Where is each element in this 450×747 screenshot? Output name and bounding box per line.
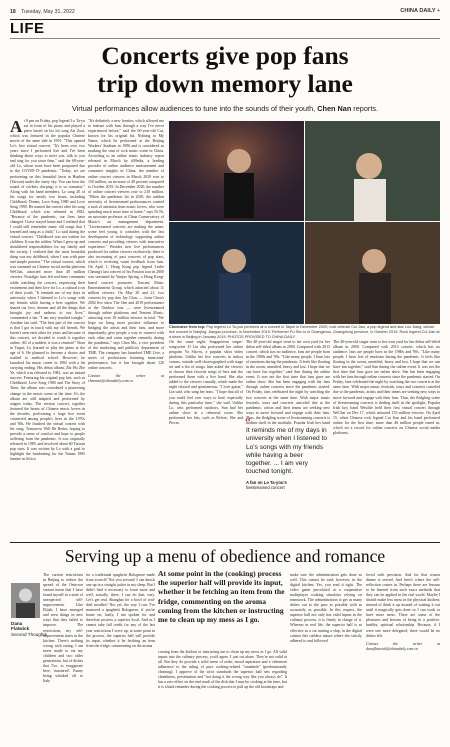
article-2-column-3 [158, 650, 287, 743]
article-headline [20, 42, 430, 98]
column-4-text: The 40-year-old singer went to her own yard for her debut self-titled album in 2000. Compared with 2013 concert, which has no audience, fans are people born in the 1980s and '90s. "Like many people, I have lots of emotions during the pandemic. It feels like floating in the ocean, unsettled, heavy and lost. I hope that we can have fun together," said Sun during the online event. It was not the first time that fans gave are online show. She has been engaging with her fans through online concerts since the pandemic started. On Friday, fans celebrated the night by watching the two concerts at the same time. With major music festivals, tours and concerts canceled due to the pandemic, artists and their teams are seeking new ways to move forward and engage with their fans. Thus, the fledgling scene of livestreaming concerts is finding itself in the spotlight. Popular Irish boy band [246, 340, 330, 424]
column-name: Second Thoughts [11, 631, 47, 637]
article-column-5 [333, 340, 440, 537]
column-2-text: "It's definitely a new frontier, which allowed me to interact with fans through a way I've never experienced before," said the 60-year-old Cui, known for his original hit, Nothing to My Name, which he performed at the Beijing Workers' Stadium in 1986 and is considered as marking the start of rock music scene in China. According to an online music industry report released in March by iiMedia, a leading provider of online audience measurement and consumer insights in China, the number of online concert viewers in March 2020 rose to 150 million, an increase of 40 percent compared to October 2019. In December 2020, the number of online concert viewers rose to 210 million. "When the pandemic hit in 2020, the sudden necessity of livestreamed performances created a rush of attention from music lovers, who were spending much more time at home," says Ni Ni, an associate professor at China Conservatory of Music's art management department. "Livestreamed concerts are making the music scene feel young, it coincides with the fast development of technology supporting online concerts and providing viewers with innovative experience." Besides new live performances produced for online viewers exclusively, there is also increasing of past concerts of pop stars, which is receiving warm feedback from fans. On April 1, Hong Kong pop legend Leslie Cheung's last concert of his Passion tour in 2000 was streamed by Yunjue Spring, a Hong Kong-based concert promoter. Tencent Music Entertainment Group, which attracted about 11 million viewers. On May 20 and 21, two concerts by pop duo Jay Chou — from Chou's 2002 live show The One and 2019 performance at the Outdoor tour — were livestreamed through online platforms and Tencent Music, attracting over 10 million viewers in total. "We hope we bring more positive influence to bridging the artists and their fans, and more importantly, give people a way to connect with each other and come together remotely during the pandemic," says Chen Mo, a vice president of the marketing and publicity department of TME. The company has launched TME Live, a series of productions featuring musicians' performance, but it has brought about 120 online concerts. [88, 119, 164, 371]
column-1-text: t 8 pm on Friday, pop legend Lo Ta-yu sat in front of his piano and played a piece based on his hit song Zai Zuai, which was featured in the popular Chinese movie of the same title in 1991. "This opened Lo's first virtual concert. "It's been over two years since I performed live and I've been thinking about ways to meet you, talk to you and sing for you since then," said the 68-year-old Lo, whose tours have been postponed due to the COVID-19 pandemic. "Today, we are performing on this beautiful lawn in Hualien (Taiwan) under the starry sky. You can hear the sound of crickets chirping; it is so romantic." Along with his band members, Lo sang 20 of his songs for nearly two hours, including Childhood, Dream, Love Song 1980 and Love Song 1990. He named the concert after his song Childhood, which was released in 1982. "Because of the pandemic, our lives have changed. I have stayed home and I realized that I could still remember many old songs that I learned and sang as a child," Lo said during the virtual concert. "Childhood was not written for children. It was the soldier. When I grew up and shouldered responsibilities for my family and the society, I realized that the most beautiful thing was my childhood, when I was with pure and simple passion." The virtual concert, which was streamed on Chinese social media platform WeChat, attracted more than 40 million viewers. Nostalgic fans left real-time comments while watching the concert, expressing their excitement and their love for Lo, a cultural icon of their youth. "It reminds me of my days in university when I listened to Lo's songs with my friends while having a beer together. We shared our love, dreams and all the things that brought joy and sadness to our lives," commented a fan. "I am very touched tonight." Another fan said: "The best part of the concert is that I got in touch with my old friends. We haven't seen each other for years and because of this concert, we decided to watch it together online. All of a sudden, it was a reunion!" Born in Taipei, Lo learned to play the piano at the age of 6. He planned to become a doctor and studied to medical school. However, he launched his music career in 1982 with a hit carrying ending. His debut album, Zhi Hu Zhe Ye, which was released in 1982, was an instant success. Featuring his original pop hits, such as Childhood, Love Song 1980 and The Story of Time, the album was considered a pioneering change in the music scene at the time. It's the album are still adapted and performed by singers today. The version concert, together featured the hearts of Chinese music lovers in the decades, performing a large live event connected among people's lives in the 1970s and '80s. He finished the virtual concert with his song, Tomorrow Will Be Better, hoping to provide a sense of comfort and hope to people suffering from the pandemic. It was originally released in 1985, and involved about 60 Taiwan pop stars. It was written by Lo with a goal to highlight the fundraising for the Tainan 1985 famine in Africa. [10, 119, 85, 462]
caption-lead: Clockwise from top: [169, 325, 206, 329]
article-2-column-2 [86, 573, 155, 743]
caption-text: Pop legend Lo Ta-you performs at a concert in Taipei in December 2020; rock veteran Cui Jian, a pop legend and star Luo Jiang, whose live concert in Nanjing, Jiangsu province, in November 2019. Performer Pu Shu is in Guangzhou, Guangdong province, in October 2019. Rock legend Cui Jian at a show in Beijing in January 2019. PHOTOS PROVIDED TO CHINA DAILY [169, 325, 440, 339]
photo-illustration [169, 121, 440, 324]
author-photo [11, 583, 40, 618]
a2-column-5-text: loved with precision. And for that reason dinner is served. And here's where the self-reflection comes in. Perhaps there are lessons to be learned from such exact methods that they can be applied in the real world. Maybe I should make less mess in the physical kitchen; instead of think it up instead of waiting it out until it magically gets done so I can work or have more mess. There are some of the pleasures and lessons of being in a positive, healthy, spiritual relationship. Because, if I were one more delegated, there would be no dishes left. [366, 573, 440, 638]
author-info [11, 621, 47, 637]
attrib-rest: livestreamed concert [246, 484, 285, 490]
article-2-column-5 [366, 573, 440, 743]
article-2-headline: Serving up a menu of obedience and romance [64, 546, 386, 566]
section-top-rule [10, 19, 440, 20]
article-column-4-top [245, 340, 330, 429]
article-2-pull-quote [158, 569, 287, 624]
concert-photo-collage [169, 121, 440, 324]
article-column-1 [10, 119, 85, 537]
masthead [400, 8, 440, 14]
a2-pull-quote-text: At some point in the (cooking) process the superior half will provide its input, whether it be fetching an item from the fridge, commenting on the aroma coming from the kitchen or instructing me to clean up my mess as I go. [158, 569, 285, 625]
photo-caption [169, 325, 440, 339]
page-number: 18 [10, 9, 16, 15]
plus-icon: + [437, 8, 440, 14]
deck-end: reports. [351, 104, 379, 113]
article-column-2 [88, 119, 164, 537]
column-3-text: On the same night, Singaporean singer-songwriter JJ Lin also performed her online program Vu Shu-ru, a popular short video platform. Unlike her live concerts in indoor venues, outside well-choreographed with stage set and a list of songs, him asked the viewers to choose their favorite songs of hers and she performed them with a live band. She also added to the viewers casually, which made the night relaxed and spontaneous. "I love guitar," Lin said, who sang her tears. "I hope that all of you could feel ever ways to heal, especially during this particular time," she said. Unlike Lo, who performed outdoors, Sun had her online show in a rehearsal room. She performed her hits, such as Before, She and Pieces. [169, 340, 243, 425]
a2-contact-line: Contact the writer at danaflatwick@chinadaily.com.cn [366, 641, 440, 651]
section-bottom-rule [10, 38, 440, 39]
attrib-bold: A fan on Lo Ta-you's [246, 479, 287, 485]
column-5-text: The 40-year-old singer went to her own yard for her debut self-titled album in 2000. Compared with 2013 concert, which has no audience, fans are people born in the 1980s and '90s. "Like many people, I have lots of emotions during the pandemic. It feels like floating in the ocean, unsettled, heavy and lost. I hope that we can have fun together," said Sun during the online event. It was not the first time that fans gave are online show. She has been engaging with her fans through online concerts since the pandemic started. On Friday, fans celebrated the night by watching the two concerts at the same time. With major music festivals, tours and concerts canceled due to the pandemic, artists and their teams are seeking new ways to move forward and engage with their fans. Thus, the fledgling scene of livestreaming concerts is finding itself in the spotlight. Popular Irish boy band Westlife held their first virtual concert through WeChat on Dec 17, which attracted 153 million viewers. On April 15, when Chinese rock legend Cui Jian and his band performed online for the first time, more than 46 million people tuned in, which set a record for online concerts on Chinese social media platforms. [333, 340, 440, 435]
article-2-column-4 [290, 573, 362, 743]
pull-quote-text: It reminds me of my days in university when I listened to Lo's songs with my friends while having a beer together. ... I am very touched tonight. [246, 427, 327, 476]
article-column-3 [169, 340, 243, 537]
page-header [10, 8, 440, 17]
masthead-name: CHINA DAILY [400, 8, 436, 14]
pull-quote [245, 414, 328, 490]
headline-line-1: Concerts give pop fans [101, 41, 349, 70]
page-info [10, 9, 75, 15]
drop-cap: A [10, 119, 23, 136]
article-deck [14, 104, 436, 113]
deck-text: Virtual performances allow audiences to tune into the sounds of their youth, [71, 104, 318, 113]
contact-line: Contact the writer at chennan@chinadaily.com.cn [88, 374, 164, 384]
author-last-name: Flatwick [11, 626, 30, 632]
pull-quote-attribution [246, 480, 328, 490]
article-2-column-1 [43, 573, 83, 743]
issue-date: Tuesday, May 31, 2022 [21, 9, 75, 15]
avatar [11, 583, 40, 618]
headline-line-2: trip down memory lane [97, 69, 353, 98]
a2-column-2-text: for a traditional spaghetti Bolognese made from scratch? Not you servant! I can knock one up in a straight jacket in my sleep. But I didn't find it necessary to learn more and well, actually, there, I can do that, easy. Let's get real. Shanghai for a bowl of real-deal noodles? Not yet, the way I can. I've mastered a spaghetti Bolognese, if you're home on, lastly, I am spoken for and therefore possess a superior local. And as I cannot take full credit for any of the last year restrictions I serve up, at some point in the process, the superior half will provide its input, whether it be fetching an item from the fridge, commenting on the aroma [86, 573, 155, 648]
deck-byline: Chen Nan [317, 104, 352, 113]
a2-column-3-text: coming from the kitchen or instructing me to clean up my mess as I go. All valid inputs into the culinary process, you'd agree. I just cut alone. They're not valid at all. But they do provide a solid sense of order, moral aspiration and a vehement adherence to the ruling of pure cooking-related "standards" (predominantly cleaning). I approve of the strict standards the superior half sets regarding cleanliness, presentation and "not doing it the wrong way like you always do". It has a zero effect on the end result of the dish that I may be cooking at the time, but it is a kind reminder during the cooking process to pull up the old bootstraps and [158, 650, 287, 690]
article-divider [10, 542, 440, 543]
a2-column-4-text: make sure the administration gets done as well. This cannot be said, however, in the digital kitchen. Yes, you read it right. The video game percolated at a cooperative multiplayer cooking simulator relying on teamwork. The administration to get as many dishes out to the pass as possible with as accurately as possible. In this respect, the superior half not only has valid inputs in the culinary process, it is firmly in charge of it. Whereas in real life, the superior half is as effective as a cat turning a ship, in the digital cuisine this ruthless nature where she strictly adhered to and followed [290, 573, 362, 643]
quote-mark-icon: “ [245, 414, 251, 429]
author-first-name: Dana [11, 621, 23, 626]
a2-column-1-text: The current restrictions in Beijing to reduce the spread of the Omicron variant mean that I have found myself in a state of unexpected self-improvement. Like Elijah, I have emerged and seen things in new ways that they failed to improve. The restrictions, my self-improvement starts in the kitchen. There's nothing wrong with eating, I am never made to eat my children and two older generations, but of dishes that I've, to exaggerate here, 'mastered'. Funny being whisked off to Italy [43, 573, 83, 683]
section-title: LIFE [10, 20, 45, 37]
